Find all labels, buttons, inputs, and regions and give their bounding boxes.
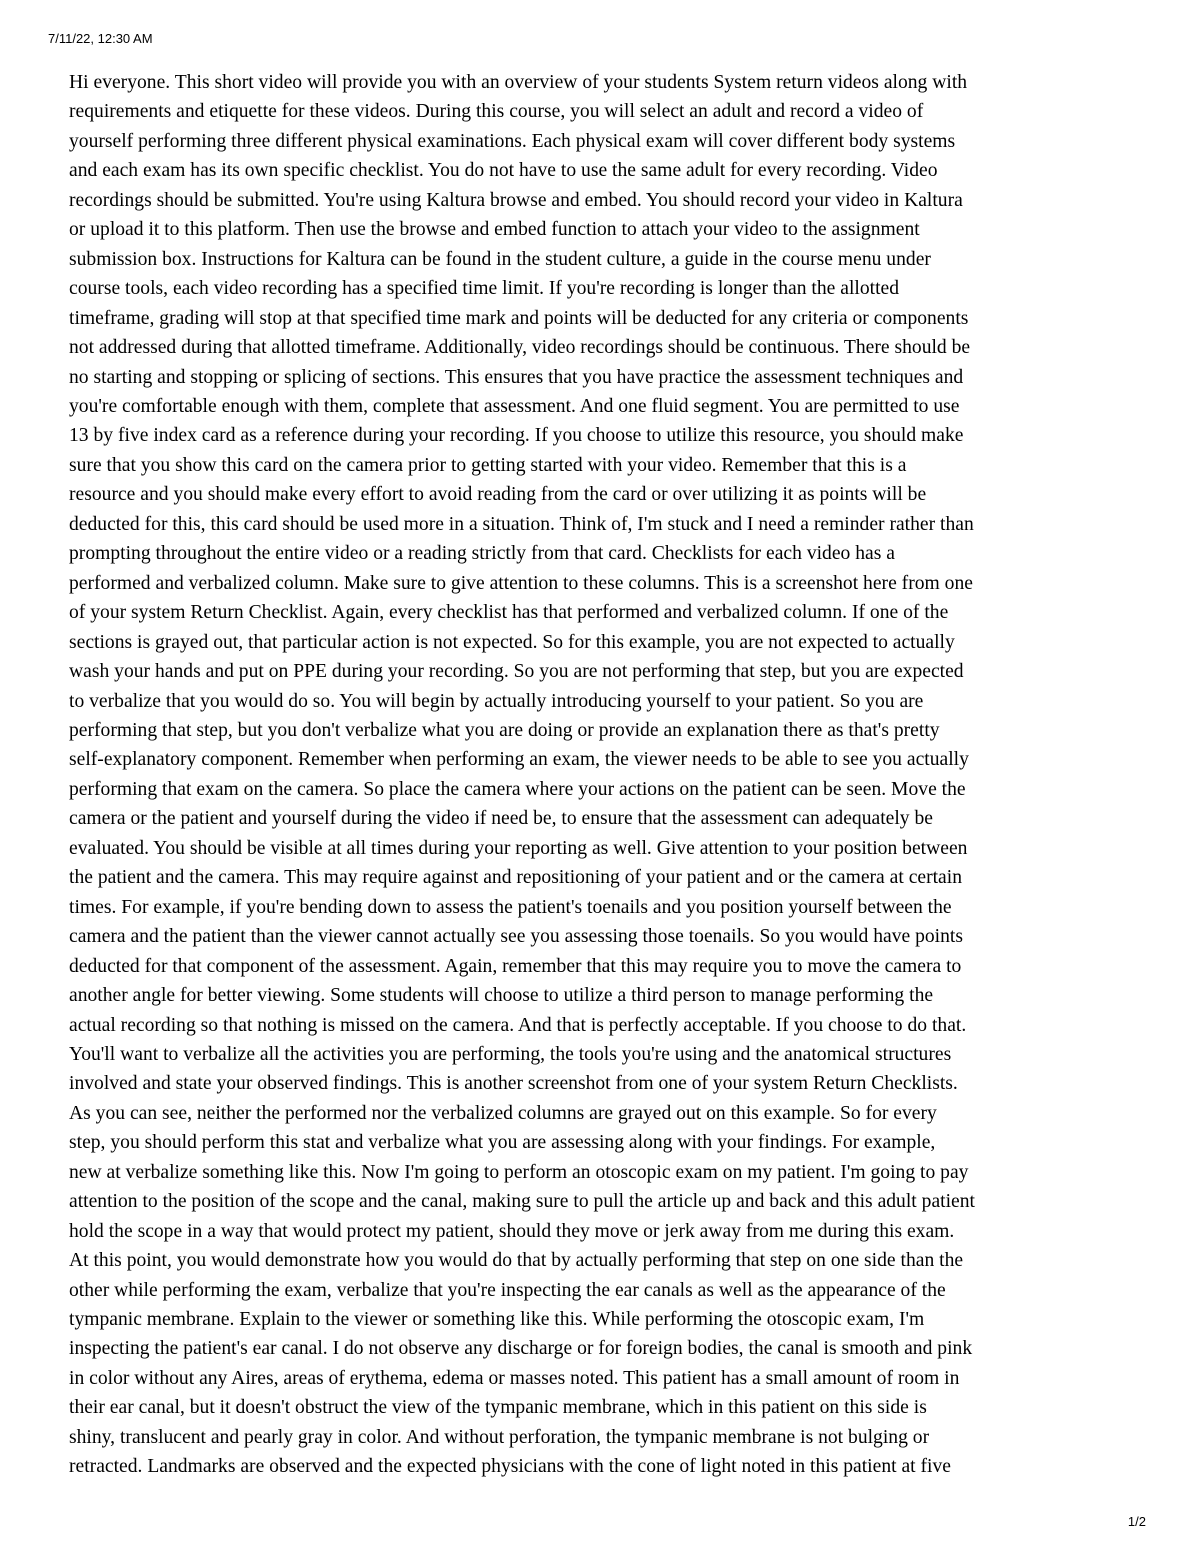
transcript-line: no starting and stopping or splicing of sections. This ensures that you have practice the assessment techniques and: [69, 366, 964, 388]
transcript-line: not addressed during that allotted timeframe. Additionally, video recordings should be continuous. There should be: [69, 337, 971, 359]
transcript-line: wash your hands and put on PPE during your recording. So you are not performing that step, but you are expected: [69, 661, 964, 683]
transcript-line: in color without any Aires, areas of erythema, edema or masses noted. This patient has a small amount of room in: [69, 1367, 960, 1389]
print-date-header: 7/11/22, 12:30 AM: [48, 31, 153, 46]
transcript-line: recordings should be submitted. You're using Kaltura browse and embed. You should record your video in Kaltura: [69, 189, 963, 211]
transcript-line: camera or the patient and yourself during the video if need be, to ensure that the assessment can adequately be: [69, 808, 933, 830]
transcript-line: times. For example, if you're bending down to assess the patient's toenails and you position yourself between the: [69, 896, 952, 918]
transcript-line: of your system Return Checklist. Again, every checklist has that performed and verbalized column. If one of the: [69, 602, 949, 624]
transcript-line: performed and verbalized column. Make sure to give attention to these columns. This is a screenshot here from one: [69, 572, 973, 594]
transcript-line: performing that exam on the camera. So place the camera where your actions on the patient can be seen. Move the: [69, 778, 966, 800]
page-number: 1/2: [1127, 1514, 1146, 1529]
transcript-line: other while performing the exam, verbalize that you're inspecting the ear canals as well as the appearance of the: [69, 1279, 946, 1301]
transcript-line: course tools, each video recording has a specified time limit. If you're recording is longer than the allotted: [69, 278, 900, 300]
transcript-line: performing that step, but you don't verbalize what you are doing or provide an explanation there as that's pretty: [69, 719, 940, 741]
transcript-line: to verbalize that you would do so. You will begin by actually introducing yourself to your patient. So you are: [69, 690, 924, 712]
transcript-line: yourself performing three different physical examinations. Each physical exam will cover different body systems: [69, 130, 956, 152]
transcript-line: and each exam has its own specific checklist. You do not have to use the same adult for every recording. Video: [69, 160, 938, 182]
transcript-line: timeframe, grading will stop at that specified time mark and points will be deducted for any criteria or components: [69, 307, 969, 329]
transcript-line: tympanic membrane. Explain to the viewer or something like this. While performing the otoscopic exam, I'm: [69, 1309, 925, 1331]
transcript-line: attention to the position of the scope and the canal, making sure to pull the article up and back and this adult patient: [69, 1191, 975, 1213]
transcript-body: [69, 68, 1133, 1482]
transcript-line: self-explanatory component. Remember when performing an exam, the viewer needs to be able to see you actually: [69, 749, 969, 771]
transcript-line: actual recording so that nothing is missed on the camera. And that is perfectly acceptable. If you choose to do that.: [69, 1014, 967, 1036]
transcript-line: evaluated. You should be visible at all times during your reporting as well. Give attention to your position between: [69, 837, 968, 859]
transcript-line: 13 by five index card as a reference during your recording. If you choose to utilize this resource, you should make: [69, 425, 964, 447]
transcript-line: deducted for this, this card should be used more in a situation. Think of, I'm stuck and I need a reminder rather than: [69, 513, 974, 535]
transcript-line: you're comfortable enough with them, complete that assessment. And one fluid segment. You are permitted to use: [69, 395, 960, 417]
transcript-line: step, you should perform this stat and verbalize what you are assessing along with your findings. For example,: [69, 1132, 936, 1154]
transcript-line: sure that you show this card on the camera prior to getting started with your video. Remember that this is a: [69, 454, 907, 476]
transcript-line: prompting throughout the entire video or a reading strictly from that card. Checklists for each video has a: [69, 543, 895, 565]
transcript-line: new at verbalize something like this. Now I'm going to perform an otoscopic exam on my patient. I'm going to pay: [69, 1161, 969, 1183]
transcript-line: or upload it to this platform. Then use the browse and embed function to attach your video to the assignment: [69, 219, 920, 241]
transcript-line: involved and state your observed findings. This is another screenshot from one of your system Return Checklists.: [69, 1073, 958, 1095]
transcript-line: inspecting the patient's ear canal. I do not observe any discharge or for foreign bodies, the canal is smooth and pink: [69, 1338, 973, 1360]
transcript-line: the patient and the camera. This may require against and repositioning of your patient and or the camera at certain: [69, 867, 962, 889]
transcript-line: camera and the patient than the viewer cannot actually see you assessing those toenails. So you would have points: [69, 926, 963, 948]
transcript-line: shiny, translucent and pearly gray in color. And without perforation, the tympanic membrane is not bulging or: [69, 1426, 930, 1448]
transcript-line: hold the scope in a way that would protect my patient, should they move or jerk away from me during this exam.: [69, 1220, 955, 1242]
transcript-line: At this point, you would demonstrate how you would do that by actually performing that step on one side than the: [69, 1250, 964, 1272]
transcript-line: retracted. Landmarks are observed and the expected physicians with the cone of light noted in this patient at five: [69, 1456, 951, 1478]
transcript-line: As you can see, neither the performed nor the verbalized columns are grayed out on this example. So for every: [69, 1102, 937, 1124]
transcript-line: requirements and etiquette for these videos. During this course, you will select an adult and record a video of: [69, 101, 924, 123]
transcript-line: another angle for better viewing. Some students will choose to utilize a third person to manage performing the: [69, 985, 934, 1007]
transcript-line: You'll want to verbalize all the activities you are performing, the tools you're using and the anatomical structures: [69, 1043, 952, 1065]
transcript-line: sections is grayed out, that particular action is not expected. So for this example, you are not expected to actually: [69, 631, 955, 653]
transcript-line: Hi everyone. This short video will provide you with an overview of your students System return videos along with: [69, 72, 968, 93]
transcript-line: deducted for that component of the assessment. Again, remember that this may require you to move the camera to: [69, 955, 962, 977]
transcript-line: submission box. Instructions for Kaltura can be found in the student culture, a guide in the course menu under: [69, 248, 931, 270]
transcript-line: resource and you should make every effort to avoid reading from the card or over utilizing it as points will be: [69, 484, 927, 506]
transcript-line: their ear canal, but it doesn't obstruct the view of the tympanic membrane, which in this patient on this side is: [69, 1397, 927, 1419]
